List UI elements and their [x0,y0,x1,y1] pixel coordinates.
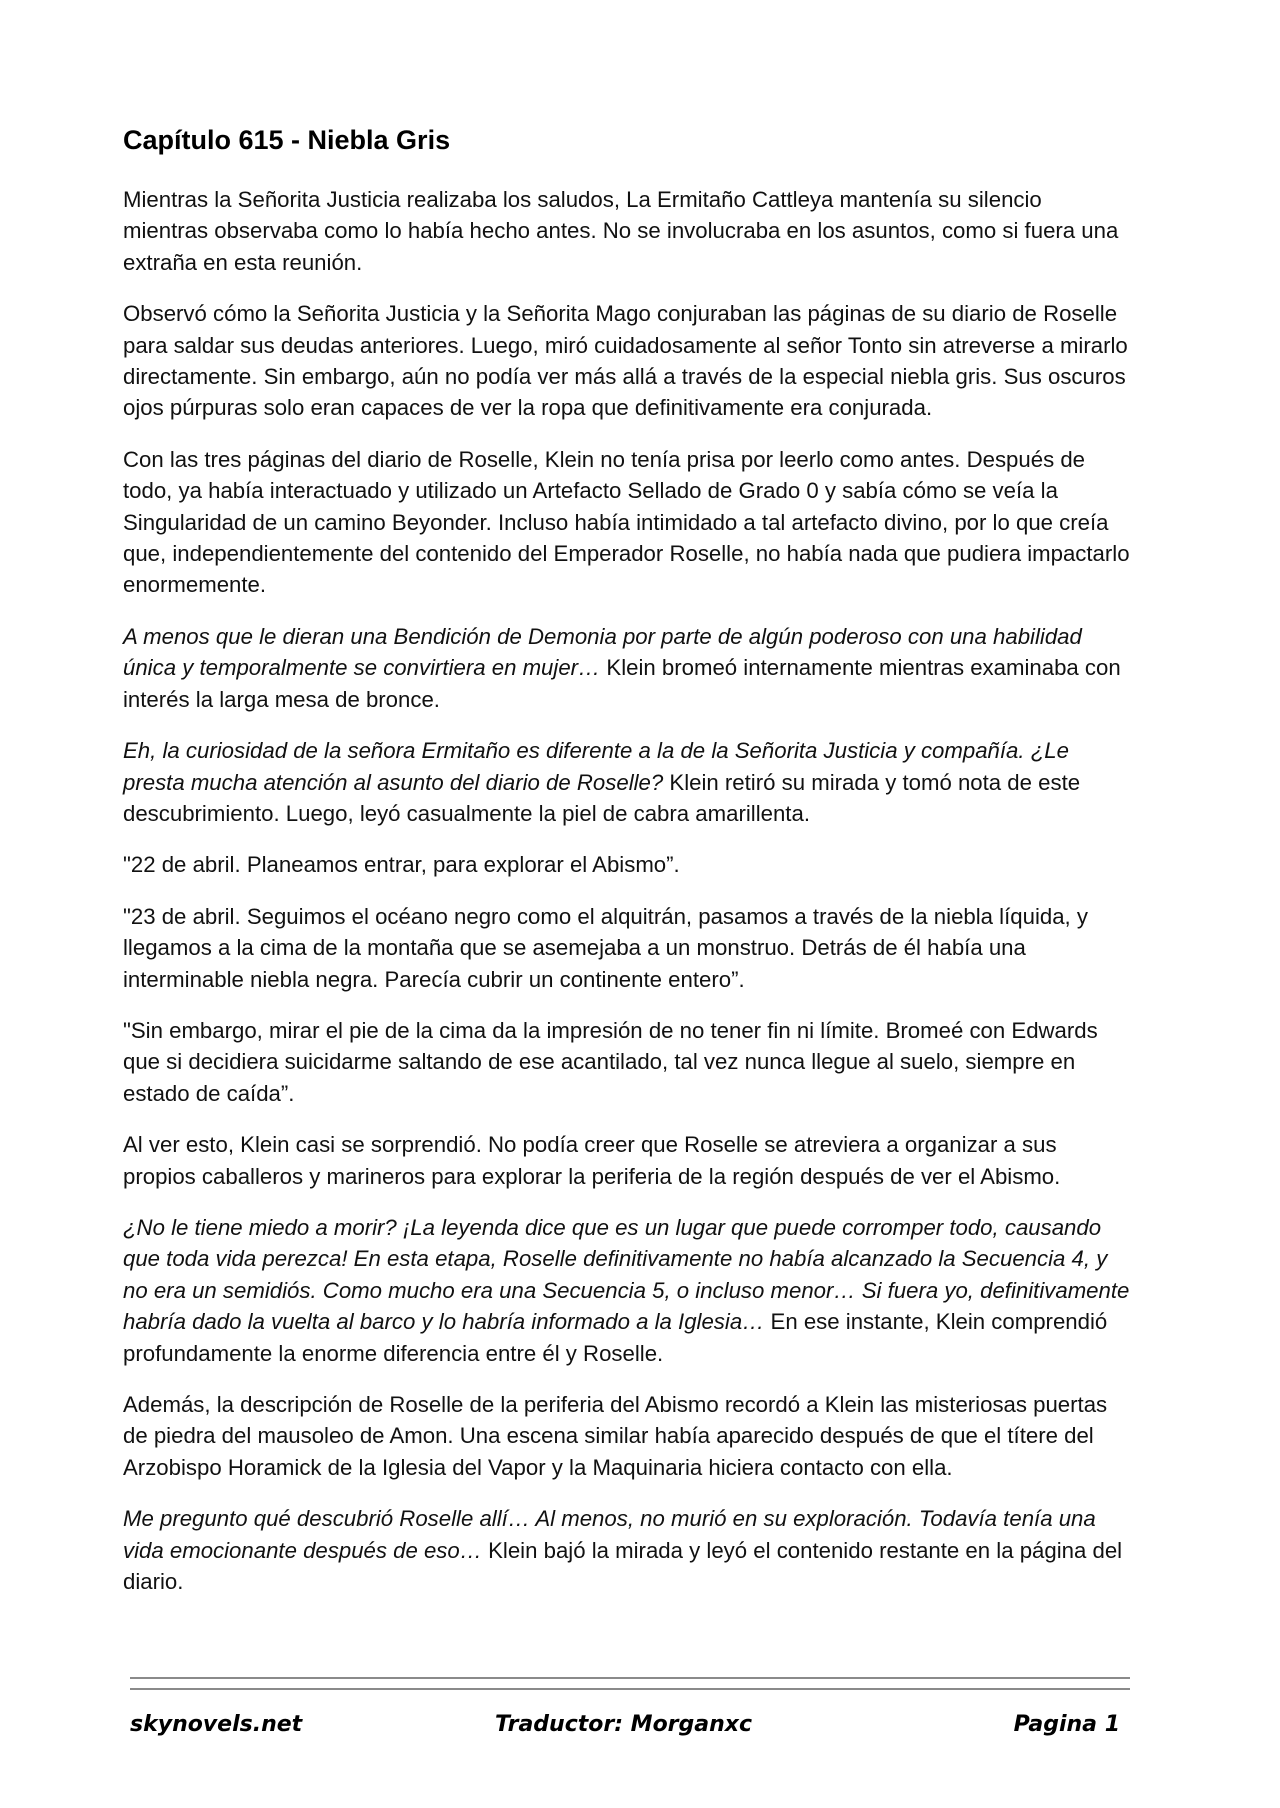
text-segment: Klein bromeó internamente mientras examinaba con interés la larga mesa de bronce. [123,655,1121,712]
text-segment: Al ver esto, Klein casi se sorprendió. No podía creer que Roselle se atreviera a organizar a sus propios caballeros y marineros para explorar la periferia de la región después de ver el Abismo. [123,1132,1061,1189]
paragraph [123,1503,1133,1597]
text-segment: Mientras la Señorita Justicia realizaba los saludos, La Ermitaño Cattleya mantenía su silencio mientras observaba como lo había hecho antes. No se involucraba en los asuntos, como si fuera una extraña en esta reunión. [123,187,1119,275]
italic-text-segment: A menos que le dieran una Bendición de Demonia por parte de algún poderoso con una habilidad única y temporalmente se convirtiera en mujer… [123,623,1082,681]
text-segment: Observó cómo la Señorita Justicia y la Señorita Mago conjuraban las páginas de su diario de Roselle para saldar sus deudas anteriores. Luego, miró cuidadosamente al señor Tonto sin atreverse a mirarlo directamente. Sin embargo, aún no podía ver más allá a través de la especial niebla gris. Sus oscuros ojos púrpuras solo eran capaces de ver la ropa que definitivamente era conjurada. [123,301,1128,421]
paragraph [123,621,1133,715]
paragraph [123,1129,1133,1192]
paragraph [123,849,1133,880]
text-segment: Klein bajó la mirada y leyó el contenido restante en la página del diario. [123,1537,1123,1595]
chapter-title: Capítulo 615 - Niebla Gris [123,125,451,155]
footer-rule-bottom [130,1688,1130,1690]
paragraph [123,1212,1133,1369]
paragraph [123,1015,1133,1109]
footer-page-number: Pagina 1 [1013,1712,1120,1737]
paragraph [123,1389,1133,1483]
document-body [123,118,1133,1617]
paragraph [123,298,1133,424]
italic-text-segment: Me pregunto qué descubrió Roselle allí… Al menos, no murió en su exploración. Todavía tenía una vida emocionante después de eso… [123,1506,1096,1563]
italic-text-segment: ¿No le tiene miedo a morir? ¡La leyenda dice que es un lugar que puede corromper todo, causando que toda vida perezca! En esta etapa, Roselle definitivamente no había alcanzado la Secuencia 4, y no era un semidiós. Como mucho era una Secuencia 5, o incluso menor… Si fuera yo, definitivamente habría dado la vuelta al barco y lo habría informado a la Iglesia… [123,1214,1130,1335]
text-segment: "23 de abril. Seguimos el océano negro como el alquitrán, pasamos a través de la niebla líquida, y llegamos a la cima de la montaña que se asemejaba a un monstruo. Detrás de él había una interminable niebla negra. Parecía cubrir un continente entero”. [123,903,1088,992]
text-segment: Con las tres páginas del diario de Roselle, Klein no tenía prisa por leerlo como antes. Después de todo, ya había interactuado y utilizado un Artefacto Sellado de Grado 0 y sabía cómo se veía la Singularidad de un camino Beyonder. Incluso había intimidado a tal artefacto divino, por lo que creía que, independientemente del contenido del Emperador Roselle, no había nada que pudiera impactarlo enormemente. [123,446,1130,598]
text-segment: Además, la descripción de Roselle de la periferia del Abismo recordó a Klein las misteriosas puertas de piedra del mausoleo de Amon. Una escena similar había aparecido después de que el títere del Arzobispo Horamick de la Iglesia del Vapor y la Maquinaria hiciera contacto con ella. [123,1392,1108,1480]
paragraph [123,444,1133,601]
paragraph [123,735,1133,829]
text-segment: Klein retiró su mirada y tomó nota de este descubrimiento. Luego, leyó casualmente la piel de cabra amarillenta. [123,769,1081,826]
italic-text-segment: Eh, la curiosidad de la señora Ermitaño es diferente a la de la Señorita Justicia y compañía. ¿Le presta mucha atención al asunto del diario de Roselle? [123,738,1069,795]
paragraph-list [123,184,1133,1597]
text-segment: "22 de abril. Planeamos entrar, para explorar el Abismo”. [123,852,680,878]
text-segment: "Sin embargo, mirar el pie de la cima da la impresión de no tener fin ni límite. Bromeé con Edwards que si decidiera suicidarme saltando de ese acantilado, tal vez nunca llegue al suelo, siempre en estado de caída”. [123,1017,1098,1106]
paragraph [123,901,1133,995]
footer-divider [130,1677,1130,1699]
page-footer [130,1712,1130,1752]
footer-site: skynovels.net [130,1712,303,1737]
footer-rule-top [130,1677,1130,1679]
footer-translator: Traductor: Morganxc [495,1712,753,1737]
paragraph [123,184,1133,278]
text-segment: En ese instante, Klein comprendió profundamente la enorme diferencia entre él y Roselle. [123,1309,1108,1366]
